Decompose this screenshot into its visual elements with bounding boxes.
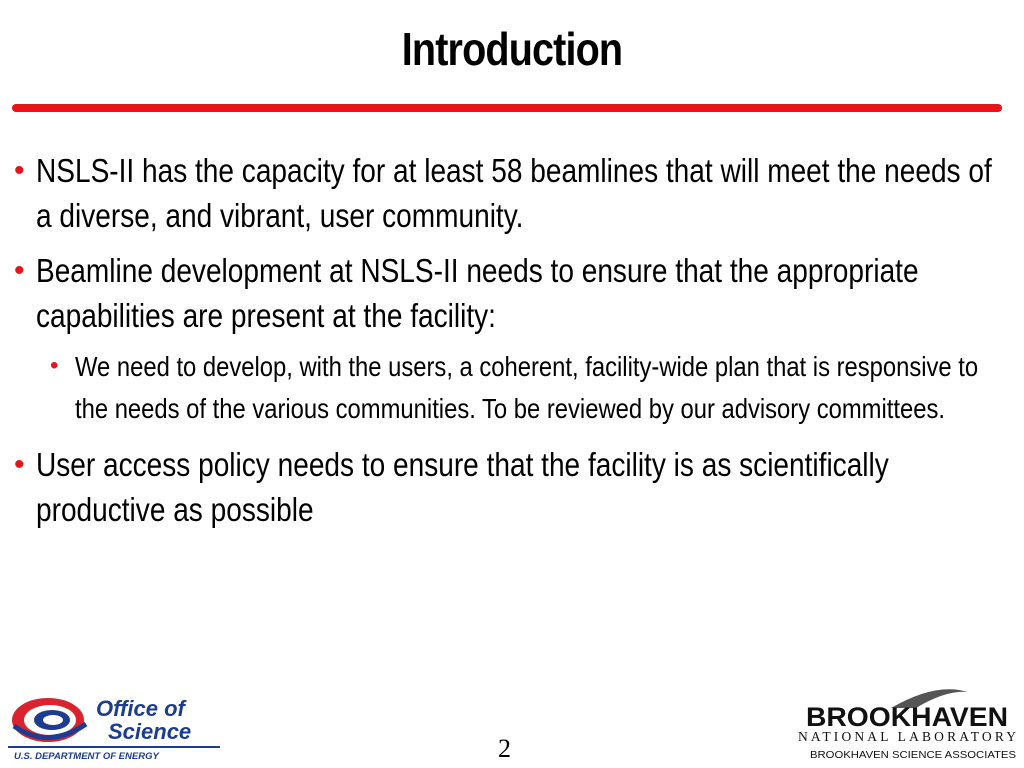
brookhaven-logo	[796, 686, 1018, 766]
bnl-assoc: BROOKHAVEN SCIENCE ASSOCIATES	[810, 749, 1016, 761]
sub-bullet-icon: •	[50, 352, 59, 379]
bullet-icon: •	[14, 154, 25, 187]
bullet-item	[0, 442, 1024, 532]
page-number: 2	[498, 734, 511, 763]
doe-tagline: U.S. DEPARTMENT OF ENERGY	[14, 751, 159, 762]
sub-bullet-item	[0, 346, 1024, 430]
slide-title: Introduction	[401, 23, 623, 75]
bullet-item	[0, 148, 1024, 238]
bullet-icon: •	[14, 254, 25, 287]
doe-swirl-icon	[12, 698, 86, 742]
bullet-text: Beamline development at NSLS-II needs to ensure that the appropriate capabilities are present at the facility:	[36, 252, 919, 334]
sub-bullet-text: We need to develop, with the users, a coherent, facility-wide plan that is responsive to the needs of the various communities. To be reviewed by our advisory committees.	[75, 351, 979, 424]
bullet-list	[0, 148, 1024, 542]
bnl-sub: NATIONAL LABORATORY	[798, 729, 1016, 744]
bullet-item	[0, 248, 1024, 338]
bullet-text: User access policy needs to ensure that the facility is as scientifically productive as possible	[36, 446, 889, 528]
bullet-text: NSLS-II has the capacity for at least 58 beamlines that will meet the needs of a diverse, and vibrant, user community.	[36, 152, 992, 234]
doe-office-of-science-logo	[8, 690, 223, 762]
title-divider	[12, 104, 1002, 112]
bnl-name: BROOKHAVEN	[806, 702, 1008, 732]
doe-line2: Science	[108, 719, 192, 744]
doe-line1: Office of	[96, 696, 185, 721]
bullet-icon: •	[14, 448, 25, 481]
